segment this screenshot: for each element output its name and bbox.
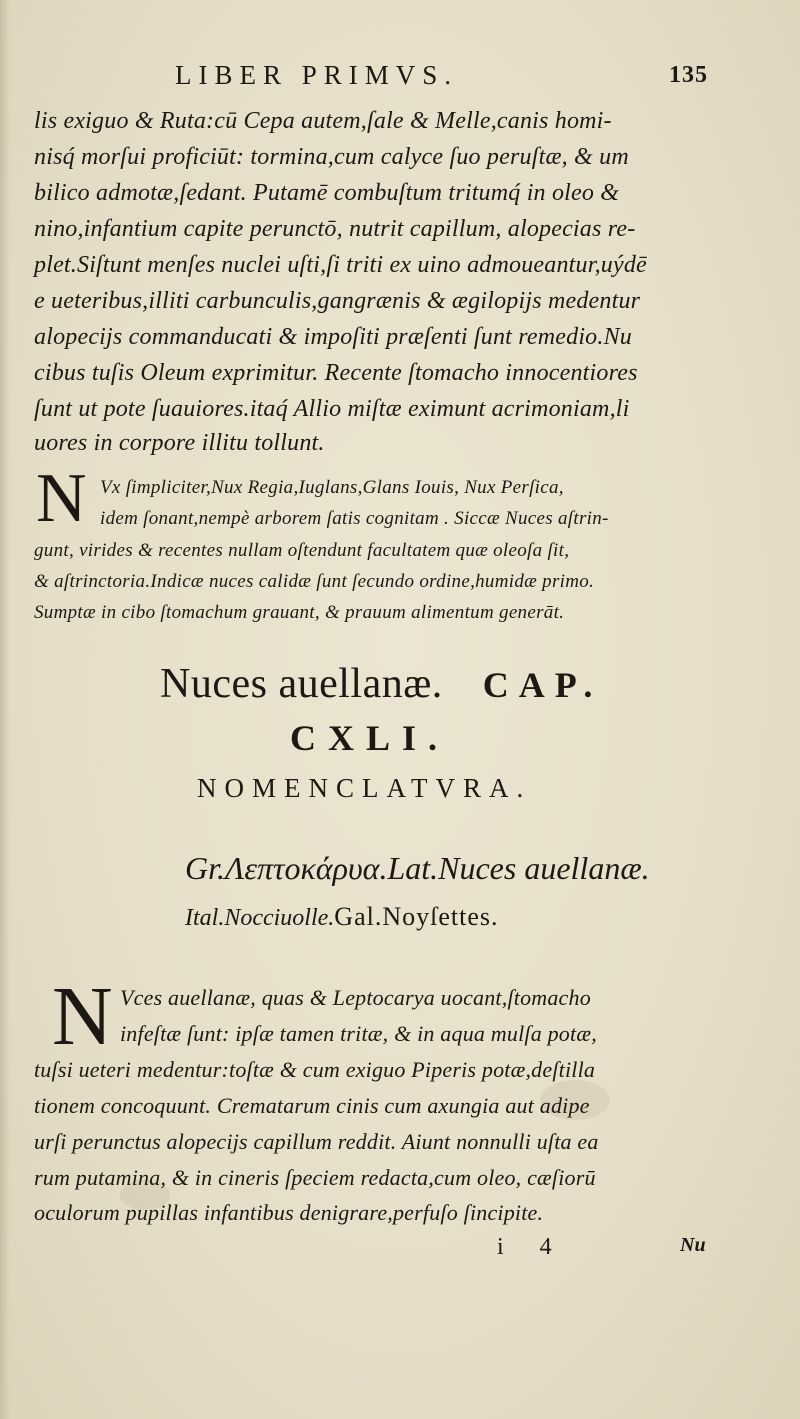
chapter-title [160, 660, 602, 708]
text-line: ſunt ut pote ſuauiores.itaq́ Allio miſtæ eximunt acrimoniam,li [34, 396, 630, 422]
text-line: nino,infantium capite perunctō, nutrit capillum, alopecias re- [34, 216, 636, 242]
text-line: e ueteribus,illiti carbunculis,gangrænis & ægilopijs medentur [34, 288, 641, 314]
page-header [0, 60, 800, 100]
nomenclature-greek-latin: Gr.Λεπτοκάρυα.Lat.Nuces auellanæ. [185, 850, 650, 886]
signature-mark [497, 1234, 588, 1261]
text-line: urſi perunctus alopecijs capillum reddit. Aiunt nonnulli uſta ea [34, 1129, 599, 1154]
nomenclature-italian: Ital.Nocciuolle. [185, 905, 335, 931]
text-line: tuſsi ueteri medentur:toſtæ & cum exiguo Piperis potæ,deſtilla [34, 1057, 596, 1082]
text-line: gunt, virides & recentes nullam oſtendunt facultatem quæ oleoſa ſit, [34, 540, 570, 561]
text-line: uores in corpore illitu tollunt. [34, 430, 325, 456]
text-line: tionem concoquunt. Crematarum cinis cum axungia aut adipe [34, 1093, 590, 1118]
text-line: nisq́ morſui proficiūt: tormina,cum calyce ſuo peruſtæ, & um [34, 144, 629, 170]
nomenclature-italian-gallic [185, 902, 498, 932]
text-line: lis exiguo & Ruta:cū Cepa autem,ſale & Melle,canis homi- [34, 108, 612, 134]
text-line: Vx ſimpliciter,Nux Regia,Iuglans,Glans Iouis, Nux Perſica, [100, 477, 564, 498]
chapter-cap-label: CAP. [482, 665, 603, 705]
text-line: & aſtrinctoria.Indicæ nuces calidæ ſunt ſecundo ordine,humidæ primo. [34, 571, 595, 592]
text-line: cibus tuſis Oleum exprimitur. Recente ſtomacho innocentiores [34, 360, 638, 386]
drop-cap: N [52, 970, 113, 1063]
text-line: infeſtæ ſunt: ipſæ tamen tritæ, & in aqua mulſa potæ, [120, 1021, 597, 1046]
nomenclature-gallic: Gal.Noyſettes. [334, 902, 499, 931]
text-line: Vces auellanæ, quas & Leptocarya uocant,ſtomacho [120, 985, 591, 1010]
page-gutter-shadow [0, 0, 10, 1419]
text-line: Sumptæ in cibo ſtomachum grauant, & prauum alimentum generāt. [34, 602, 565, 623]
drop-cap: N [36, 460, 87, 537]
text-line: alopecijs commanducati & impoſiti præſenti ſunt remedio.Nu [34, 324, 632, 350]
text-line: idem ſonant,nempè arborem ſatis cognitam . Siccæ Nuces aſtrin- [100, 508, 609, 529]
page-number: 135 [669, 62, 708, 88]
text-line: oculorum pupillas infantibus denigrare,perfuſo ſincipite. [34, 1200, 544, 1225]
running-head: LIBER PRIMVS. [175, 60, 459, 90]
text-line: plet.Siſtunt menſes nuclei uſti,ſi triti ex uino admoueantur,uýdē [34, 252, 647, 278]
nomenclatura-heading: NOMENCLATVRA. [197, 773, 532, 803]
chapter-number: CXLI. [290, 718, 450, 758]
chapter-title-text: Nuces auellanæ. [160, 661, 443, 707]
signature-letter: i [497, 1234, 504, 1260]
signature-number: 4 [539, 1234, 552, 1260]
text-line: bilico admotæ,ſedant. Putamē combuſtum tritumq́ in oleo & [34, 180, 620, 206]
text-line: rum putamina, & in cineris ſpeciem redacta,cum oleo, cæſiorū [34, 1165, 596, 1190]
catchword: Nu [680, 1234, 706, 1256]
